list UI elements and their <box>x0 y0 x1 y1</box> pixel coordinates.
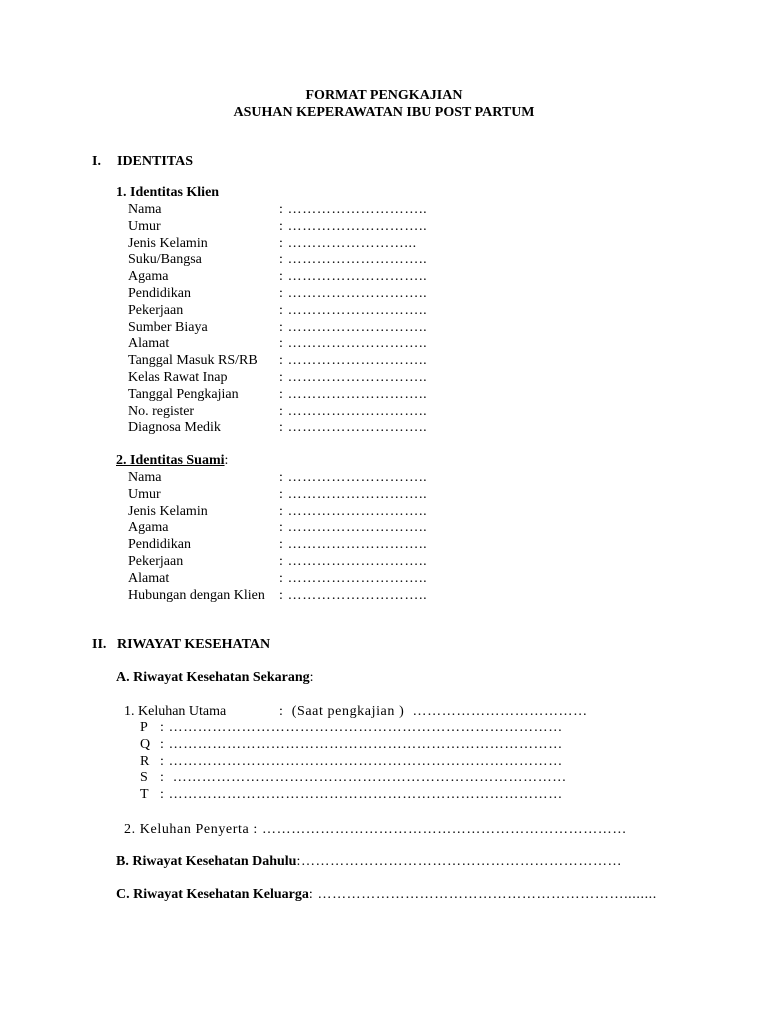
pqrst-value: : ……………………………………………………………………… <box>160 770 567 786</box>
pqrst-label: R <box>140 753 150 769</box>
suami-field-value: : ……………………….. <box>279 537 428 553</box>
keluhan-utama-label: 1. Keluhan Utama <box>124 704 227 719</box>
klien-field-label: Sumber Biaya <box>128 319 208 335</box>
klien-field-label: Kelas Rawat Inap <box>128 370 228 385</box>
suami-field-label: Umur <box>128 486 161 502</box>
klien-field-value: : ……………………... <box>279 235 417 251</box>
identitas-suami-heading-row <box>116 453 228 470</box>
klien-field-label: Umur <box>128 218 161 234</box>
klien-field-label: Nama <box>128 202 162 217</box>
identitas-suami-heading-colon: : <box>224 453 229 468</box>
klien-field-value: : ……………………….. <box>279 269 428 285</box>
section-1-number: I. <box>92 154 101 169</box>
suami-field-label: Jenis Kelamin <box>128 503 208 519</box>
klien-field-label: Pekerjaan <box>128 302 184 318</box>
suami-field-value: : ……………………….. <box>279 587 428 603</box>
identitas-klien-heading: 1. Identitas Klien <box>116 185 220 200</box>
riwayat-sekarang-heading-colon: : <box>309 670 314 685</box>
klien-field-value: : ……………………….. <box>279 319 428 335</box>
klien-field-value: : ……………………….. <box>279 286 428 301</box>
riwayat-dahulu-value: :………………………………………………………… <box>296 854 623 869</box>
klien-field-value: : ……………………….. <box>279 252 428 268</box>
suami-field-value: : ……………………….. <box>279 486 428 502</box>
pqrst-value: : ……………………………………………………………………… <box>160 753 563 769</box>
pqrst-label: Q <box>140 736 151 752</box>
section-2-number: II. <box>92 637 107 652</box>
klien-field-value: : ……………………….. <box>279 386 428 402</box>
klien-field-value: : ……………………….. <box>279 302 428 318</box>
suami-field-label: Pendidikan <box>128 537 191 553</box>
riwayat-dahulu-row <box>116 854 622 871</box>
keluhan-utama-value: : (Saat pengkajian ) ……………………………… <box>279 704 588 719</box>
suami-field-value: : ……………………….. <box>279 520 428 536</box>
section-2-title: RIWAYAT KESEHATAN <box>117 637 271 652</box>
pqrst-value: : ……………………………………………………………………… <box>160 720 563 735</box>
klien-field-value: : ……………………….. <box>279 353 428 369</box>
identitas-suami-heading: 2. Identitas Suami <box>116 453 225 468</box>
suami-field-label: Agama <box>128 520 169 536</box>
klien-field-value: : ……………………….. <box>279 370 428 385</box>
klien-field-label: Alamat <box>128 336 170 352</box>
section-1-title: IDENTITAS <box>117 154 193 169</box>
suami-field-value: : ……………………….. <box>279 470 428 485</box>
pqrst-label: P <box>140 720 148 735</box>
pqrst-value: : ……………………………………………………………………… <box>160 736 563 752</box>
keluhan-penyerta: 2. Keluhan Penyerta : ………………………………………………………………… <box>124 822 627 837</box>
suami-field-label: Alamat <box>128 570 170 586</box>
suami-field-label: Nama <box>128 470 162 485</box>
document-title-line1: FORMAT PENGKAJIAN <box>305 88 463 103</box>
klien-field-label: Jenis Kelamin <box>128 235 208 251</box>
klien-field-label: Tanggal Masuk RS/RB <box>128 353 258 369</box>
suami-field-value: : ……………………….. <box>279 570 428 586</box>
pqrst-label: S <box>140 770 148 786</box>
suami-field-value: : ……………………….. <box>279 503 428 519</box>
riwayat-dahulu-heading: B. Riwayat Kesehatan Dahulu <box>116 854 297 869</box>
klien-field-value: : ……………………….. <box>279 218 428 234</box>
klien-field-value: : ……………………….. <box>279 336 428 352</box>
document-title-line2: ASUHAN KEPERAWATAN IBU POST PARTUM <box>233 105 535 120</box>
suami-field-label: Hubungan dengan Klien <box>128 587 265 603</box>
riwayat-keluarga-heading: C. Riwayat Kesehatan Keluarga <box>116 887 309 902</box>
klien-field-label: Agama <box>128 269 169 285</box>
suami-field-value: : ……………………….. <box>279 554 428 569</box>
riwayat-keluarga-value: : ………………………………………………………........ <box>308 887 657 902</box>
pqrst-value: : ……………………………………………………………………… <box>160 787 563 803</box>
klien-field-label: Suku/Bangsa <box>128 252 202 268</box>
klien-field-label: No. register <box>128 403 195 419</box>
klien-field-value: : ……………………….. <box>279 420 428 436</box>
klien-field-label: Diagnosa Medik <box>128 420 221 436</box>
riwayat-sekarang-heading-row <box>116 670 314 687</box>
klien-field-value: : ……………………….. <box>279 202 428 217</box>
klien-field-label: Pendidikan <box>128 286 191 301</box>
klien-field-label: Tanggal Pengkajian <box>128 386 239 402</box>
pqrst-label: T <box>140 787 149 803</box>
riwayat-keluarga-row <box>116 887 657 904</box>
suami-field-label: Pekerjaan <box>128 554 184 569</box>
riwayat-sekarang-heading: A. Riwayat Kesehatan Sekarang <box>116 670 310 685</box>
klien-field-value: : ……………………….. <box>279 403 428 419</box>
